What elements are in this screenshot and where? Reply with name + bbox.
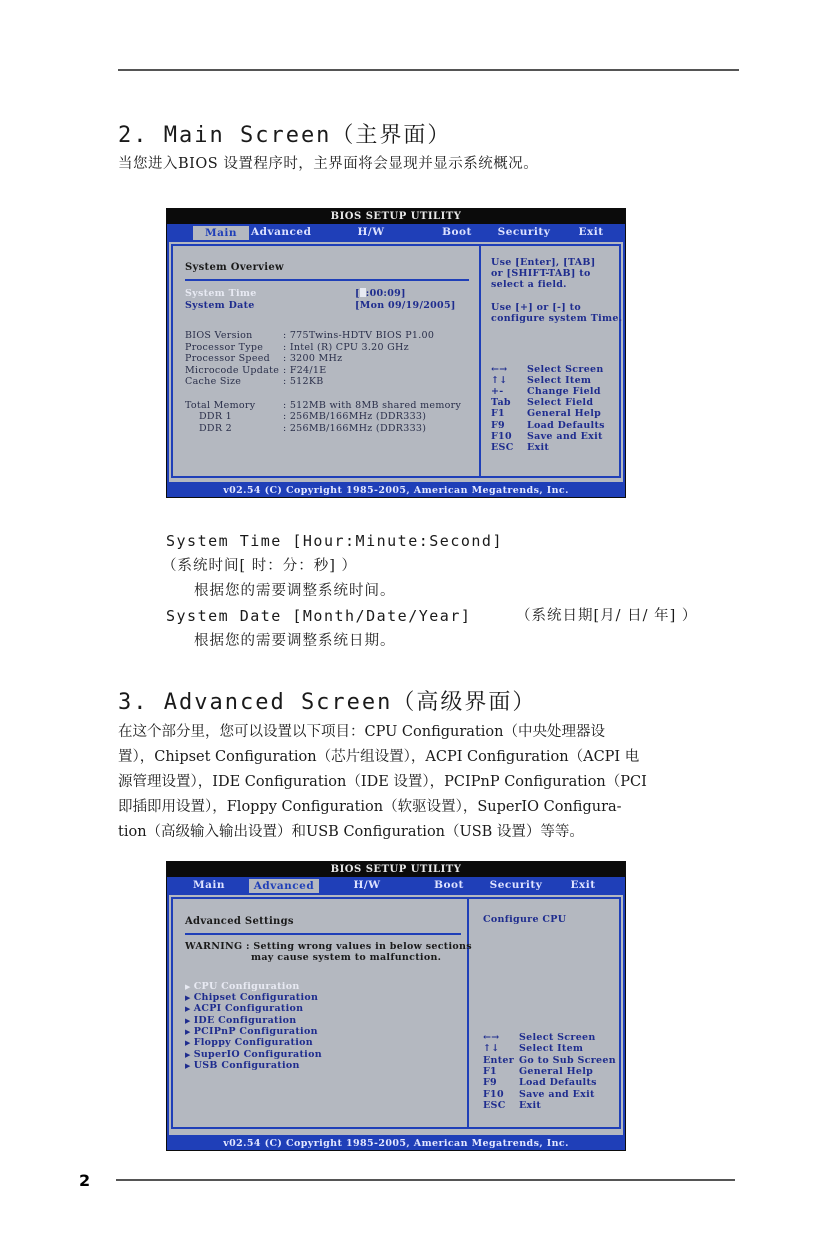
body-line: tion（高级输入输出设置）和USB Configuration（USB 设置）等等。 — [118, 824, 584, 840]
triangle-right-icon: ▶ — [185, 1017, 191, 1025]
system-time-desc: 根据您的需要调整系统时间。 — [194, 583, 396, 599]
triangle-right-icon: ▶ — [185, 983, 191, 991]
section-2-heading: 2. Main Screen（主界面） — [118, 123, 452, 148]
system-time-format: System Time [Hour:Minute:Second] — [166, 532, 503, 550]
key-desc: Exit — [519, 1100, 542, 1111]
bios-title: BIOS SETUP UTILITY — [167, 209, 625, 224]
warning-line-2: may cause system to malfunction. — [251, 952, 442, 963]
info-value: : F24/1E — [283, 365, 327, 376]
triangle-right-icon: ▶ — [185, 994, 191, 1002]
key-name: F9 — [491, 420, 505, 431]
tab-main[interactable]: Main — [192, 879, 226, 891]
bios-body — [169, 242, 623, 482]
triangle-right-icon: ▶ — [185, 1005, 191, 1013]
bios-title: BIOS SETUP UTILITY — [167, 862, 625, 877]
memory-value: : 512MB with 8MB shared memory — [283, 400, 462, 411]
system-time-format-zh: （系统时间[ 时：分：秒] ） — [162, 558, 358, 574]
warning-line-1: WARNING : Setting wrong values in below sections — [185, 941, 472, 952]
key-name: +- — [491, 386, 504, 397]
help-text: select a field. — [491, 279, 567, 290]
system-date-format: System Date [Month/Date/Year] — [166, 607, 472, 625]
key-name: F9 — [483, 1077, 497, 1088]
key-desc: General Help — [527, 408, 602, 419]
info-label: BIOS Version — [185, 330, 253, 341]
tab-security[interactable]: Security — [497, 226, 551, 238]
key-name: ←→ — [483, 1032, 500, 1043]
memory-value: : 256MB/166MHz (DDR333) — [283, 411, 427, 422]
key-desc: Select Field — [527, 397, 594, 408]
body-line: 源管理设置），IDE Configuration（IDE 设置），PCIPnP Configuration（PCI — [118, 774, 647, 790]
bios-tab-bar — [167, 224, 625, 240]
key-desc: Save and Exit — [519, 1089, 595, 1100]
panel-title: Advanced Settings — [185, 916, 294, 927]
key-name: F1 — [491, 408, 505, 419]
help-text: Use [Enter], [TAB] — [491, 257, 596, 268]
menu-item-ide-configuration[interactable]: ▶ IDE Configuration — [185, 1015, 297, 1026]
system-time-label[interactable]: System Time — [185, 288, 257, 299]
system-time-value[interactable]: [ :00:09] — [355, 288, 406, 299]
key-name: F1 — [483, 1066, 497, 1077]
key-desc: General Help — [519, 1066, 594, 1077]
bios-tab-bar — [167, 877, 625, 893]
bios-advanced-screen — [166, 861, 626, 1151]
system-date-label[interactable]: System Date — [185, 300, 255, 311]
bios-body — [169, 895, 623, 1135]
tab-main[interactable]: Main — [193, 226, 249, 240]
key-name: ↑↓ — [491, 375, 508, 386]
top-rule — [118, 69, 739, 71]
key-name: F10 — [491, 431, 512, 442]
triangle-right-icon: ▶ — [185, 1051, 191, 1059]
memory-label: Total Memory — [185, 400, 256, 411]
panel-title: System Overview — [185, 262, 284, 273]
info-value: : 3200 MHz — [283, 353, 343, 364]
info-value: : 775Twins-HDTV BIOS P1.00 — [283, 330, 435, 341]
key-desc: Go to Sub Screen — [519, 1055, 616, 1066]
key-desc: Change Field — [527, 386, 601, 397]
tab-hw-monitor[interactable]: H/W — [353, 879, 381, 891]
key-name: ESC — [483, 1100, 506, 1111]
key-name: ESC — [491, 442, 514, 453]
key-desc: Exit — [527, 442, 550, 453]
menu-item-usb-configuration[interactable]: ▶ USB Configuration — [185, 1060, 300, 1071]
menu-item-chipset-configuration[interactable]: ▶ Chipset Configuration — [185, 992, 319, 1003]
tab-advanced[interactable]: Advanced — [249, 879, 319, 893]
system-date-desc: 根据您的需要调整系统日期。 — [194, 633, 396, 649]
tab-hw-monitor[interactable]: H/W — [357, 226, 385, 238]
body-line: 置），Chipset Configuration（芯片组设置），ACPI Configuration（ACPI 电 — [118, 749, 640, 765]
key-name: Enter — [483, 1055, 515, 1066]
tab-boot[interactable]: Boot — [442, 226, 472, 238]
info-label: Processor Type — [185, 342, 264, 353]
key-desc: Select Screen — [519, 1032, 596, 1043]
info-value: : 512KB — [283, 376, 324, 387]
menu-item-acpi-configuration[interactable]: ▶ ACPI Configuration — [185, 1003, 304, 1014]
menu-item-pcipnp-configuration[interactable]: ▶ PCIPnP Configuration — [185, 1026, 318, 1037]
title-underline — [185, 279, 469, 281]
key-name: Tab — [491, 397, 511, 408]
tab-advanced[interactable]: Advanced — [251, 226, 312, 238]
triangle-right-icon: ▶ — [185, 1028, 191, 1036]
key-name: ↑↓ — [483, 1043, 500, 1054]
key-name: F10 — [483, 1089, 504, 1100]
tab-security[interactable]: Security — [489, 879, 543, 891]
menu-item-superio-configuration[interactable]: ▶ SuperIO Configuration — [185, 1049, 322, 1060]
memory-value: : 256MB/166MHz (DDR333) — [283, 423, 427, 434]
section-3-heading: 3. Advanced Screen（高级界面） — [118, 690, 537, 715]
info-label: Processor Speed — [185, 353, 271, 364]
key-desc: Load Defaults — [527, 420, 605, 431]
help-text: configure system Time. — [491, 313, 623, 324]
help-text: Use [+] or [-] to — [491, 302, 581, 313]
bios-main-screen — [166, 208, 626, 498]
key-desc: Load Defaults — [519, 1077, 597, 1088]
tab-exit[interactable]: Exit — [570, 879, 596, 891]
key-name: ←→ — [491, 364, 508, 375]
system-date-value[interactable]: [Mon 09/19/2005] — [355, 300, 456, 311]
triangle-right-icon: ▶ — [185, 1062, 191, 1070]
menu-item-floppy-configuration[interactable]: ▶ Floppy Configuration — [185, 1037, 313, 1048]
triangle-right-icon: ▶ — [185, 1039, 191, 1047]
bios-copyright-footer: v02.54 (C) Copyright 1985-2005, American Megatrends, Inc. — [167, 1137, 625, 1150]
tab-boot[interactable]: Boot — [434, 879, 464, 891]
system-date-format-zh: （系统日期[月/ 日/ 年] ） — [516, 608, 698, 624]
page-number: 2 — [79, 1171, 91, 1190]
key-desc: Select Item — [527, 375, 592, 386]
info-value: : Intel (R) CPU 3.20 GHz — [283, 342, 409, 353]
section-3-body — [118, 720, 743, 845]
body-line: 在这个部分里，您可以设置以下项目：CPU Configuration（中央处理器设 — [118, 724, 605, 740]
key-desc: Select Item — [519, 1043, 584, 1054]
info-label: Microcode Update — [185, 365, 280, 376]
key-desc: Save and Exit — [527, 431, 603, 442]
bottom-rule — [116, 1179, 735, 1181]
info-label: Cache Size — [185, 376, 242, 387]
memory-label: DDR 1 — [199, 411, 232, 422]
key-desc: Select Screen — [527, 364, 604, 375]
tab-exit[interactable]: Exit — [578, 226, 604, 238]
menu-item-cpu-configuration[interactable]: ▶ CPU Configuration — [185, 981, 300, 992]
help-text: Configure CPU — [483, 914, 567, 925]
title-underline — [185, 933, 461, 935]
section-2-intro: 当您进入BIOS 设置程序时，主界面将会显现并显示系统概况。 — [118, 156, 539, 172]
body-line: 即插即用设置），Floppy Configuration（软驱设置），SuperIO Configura- — [118, 799, 622, 815]
memory-label: DDR 2 — [199, 423, 232, 434]
bios-copyright-footer: v02.54 (C) Copyright 1985-2005, American Megatrends, Inc. — [167, 484, 625, 497]
help-text: or [SHIFT-TAB] to — [491, 268, 591, 279]
